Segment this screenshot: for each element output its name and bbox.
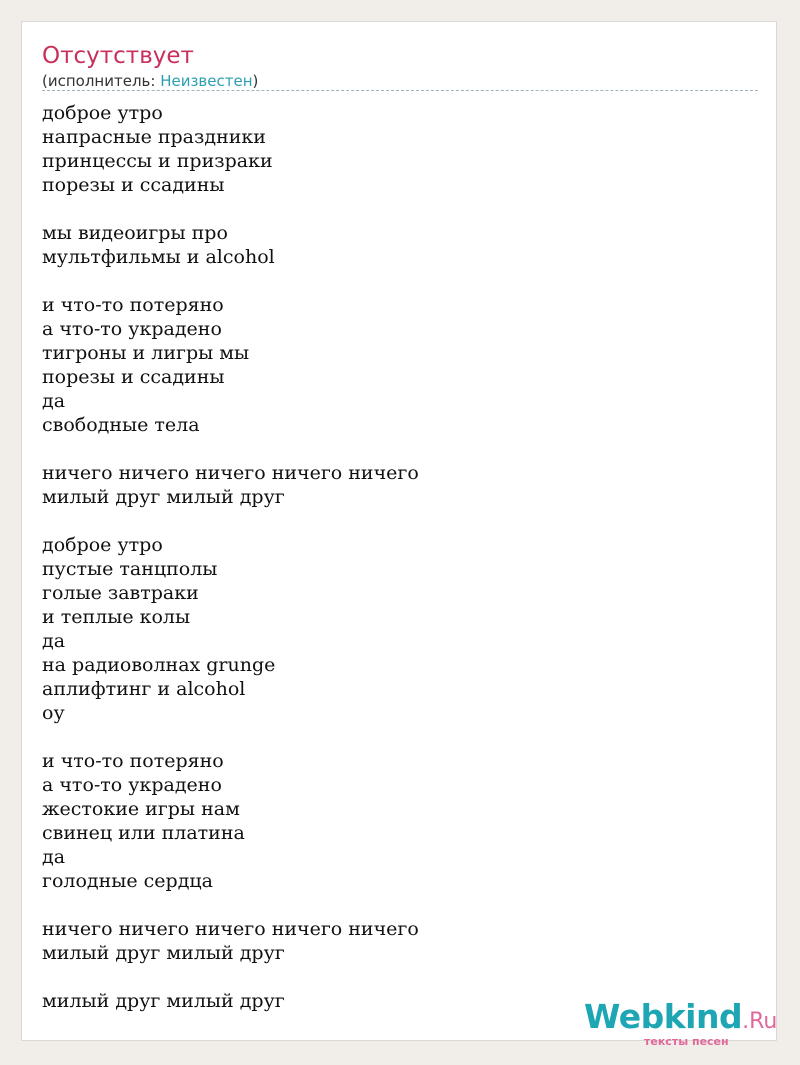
artist-line: [42, 71, 258, 91]
lyrics-line: голые завтраки: [42, 582, 199, 604]
artist-link[interactable]: Неизвестен: [160, 72, 253, 90]
lyrics-line: да: [42, 390, 66, 412]
lyrics-blank-line: [42, 269, 419, 293]
lyrics-line: аплифтинг и alcohol: [42, 678, 246, 700]
lyrics-line: пустые танцполы: [42, 558, 218, 580]
lyrics-line: мультфильмы и alcohol: [42, 246, 275, 268]
logo-tagline: тексты песен: [644, 1035, 729, 1048]
lyrics-line: голодные сердца: [42, 870, 213, 892]
lyrics-line: да: [42, 846, 66, 868]
lyrics-blank-line: [42, 893, 419, 917]
lyrics-blank-line: [42, 965, 419, 989]
lyrics-line: на радиоволнах grunge: [42, 654, 276, 676]
artist-suffix: ): [252, 72, 259, 90]
site-logo[interactable]: [584, 997, 778, 1048]
title-divider: [42, 90, 758, 91]
lyrics-line: мы видеоигры про: [42, 222, 228, 244]
lyrics-line: и что-то потеряно: [42, 750, 224, 772]
lyrics-blank-line: [42, 437, 419, 461]
lyrics-line: милый друг милый друг: [42, 990, 285, 1012]
logo-name: Webkind: [584, 997, 743, 1036]
artist-prefix: (исполнитель:: [42, 72, 161, 90]
lyrics-line: милый друг милый друг: [42, 942, 285, 964]
lyrics-line: и теплые колы: [42, 606, 191, 628]
lyrics-blank-line: [42, 509, 419, 533]
lyrics-line: напрасные праздники: [42, 126, 266, 148]
lyrics-card: [21, 21, 778, 1048]
lyrics-line: тигроны и лигры мы: [42, 342, 250, 364]
lyrics-line: доброе утро: [42, 102, 163, 124]
lyrics-blank-line: [42, 197, 419, 221]
lyrics-line: принцессы и призраки: [42, 150, 273, 172]
lyrics-line: а что-то украдено: [42, 774, 222, 796]
song-title: Отсутствует: [42, 43, 194, 69]
lyrics-line: жестокие игры нам: [42, 798, 240, 820]
lyrics-line: доброе утро: [42, 534, 163, 556]
lyrics-line: оу: [42, 702, 65, 724]
lyrics-line: а что-то украдено: [42, 318, 222, 340]
lyrics-line: и что-то потеряно: [42, 294, 224, 316]
lyrics-line: ничего ничего ничего ничего ничего: [42, 462, 419, 484]
lyrics-line: да: [42, 630, 66, 652]
lyrics-blank-line: [42, 725, 419, 749]
lyrics-line: свинец или платина: [42, 822, 245, 844]
lyrics-line: свободные тела: [42, 414, 200, 436]
lyrics-line: ничего ничего ничего ничего ничего: [42, 918, 419, 940]
lyrics-text: [42, 101, 419, 1013]
lyrics-line: порезы и ссадины: [42, 174, 225, 196]
lyrics-line: порезы и ссадины: [42, 366, 225, 388]
logo-tld: .Ru: [742, 1009, 778, 1034]
lyrics-line: милый друг милый друг: [42, 486, 285, 508]
